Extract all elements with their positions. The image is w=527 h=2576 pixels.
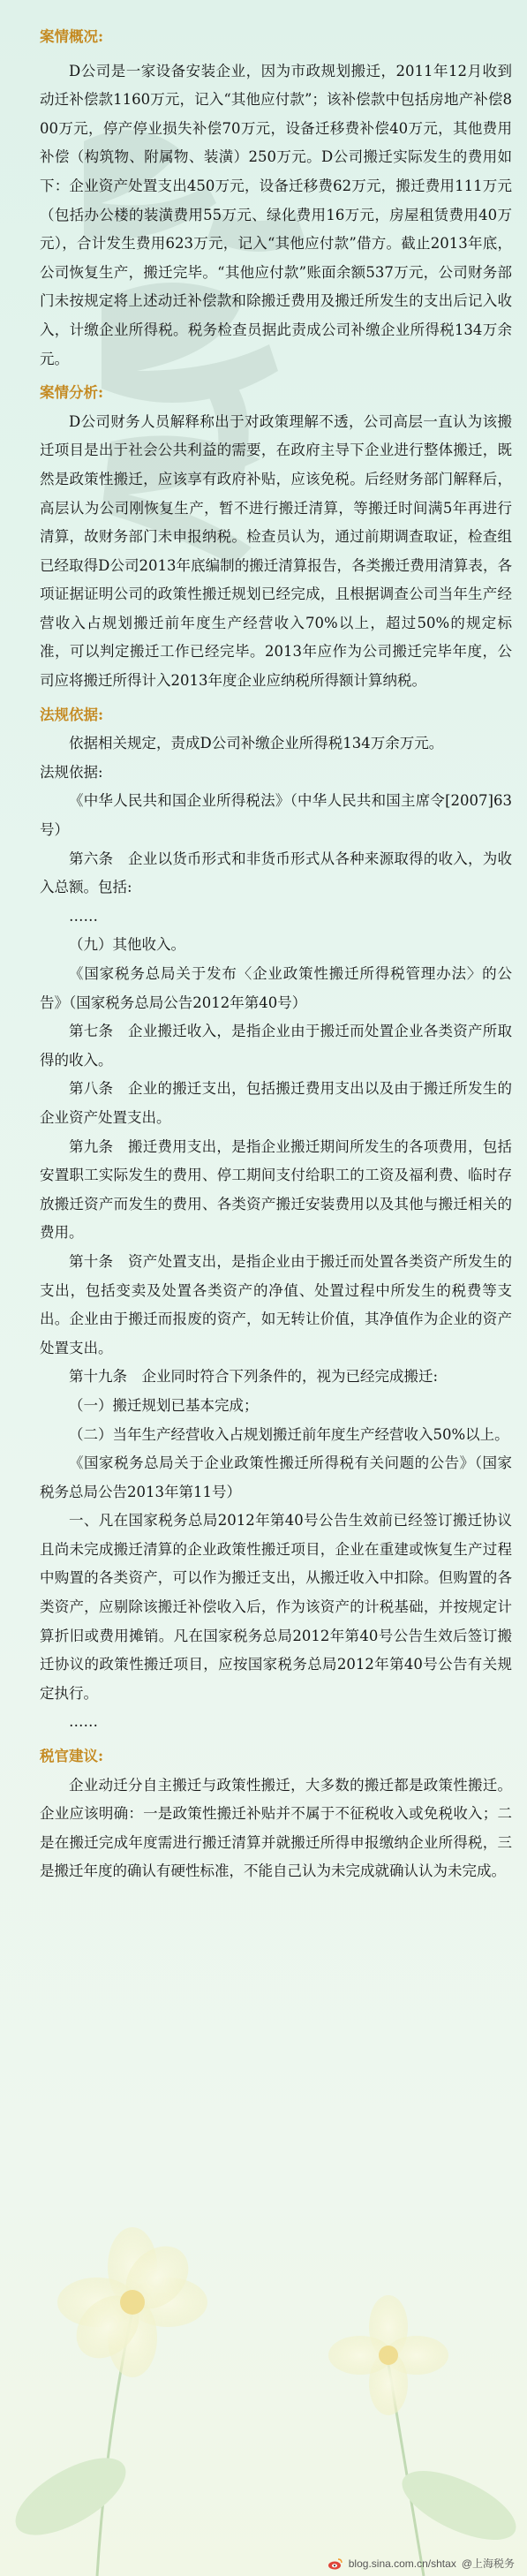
- article: [40, 23, 512, 1886]
- heading-case-analysis: 案情分析:: [40, 384, 104, 402]
- article-9: 第九条 搬迁费用支出，是指企业搬迁期间所发生的各项费用，包括安置职工实际发生的费用、停工期间支付给职工的工资及福利费、临时存放搬迁资产而发生的费用、各类资产搬迁安装费用以及其他与搬迁相关的费用。: [40, 1137, 512, 1242]
- legal-basis-label: 法规依据:: [40, 763, 103, 781]
- ellipsis: ……: [69, 1713, 98, 1731]
- law-title-announcement-2013-11: 《国家税务总局关于企业政策性搬迁所得税有关问题的公告》（国家税务总局公告2013年第11号）: [40, 1454, 512, 1500]
- article-6: 第六条 企业以货币形式和非货币形式从各种来源取得的收入，为收入总额。包括:: [40, 850, 512, 896]
- condition-1: （一）搬迁规划已基本完成；: [69, 1396, 259, 1414]
- footer-watermark: [327, 2556, 515, 2571]
- item-9: （九）其他收入。: [69, 936, 185, 954]
- heading-legal-basis: 法规依据:: [40, 706, 104, 723]
- law-title-enterprise-income-tax-law: 《中华人民共和国企业所得税法》（中华人民共和国主席令[2007]63号）: [40, 792, 512, 839]
- advice-paragraph: 企业动迁分自主搬迁与政策性搬迁，大多数的搬迁都是政策性搬迁。企业应该明确：一是政策性搬迁补贴并不属于不征税收入或免税收入；二是在搬迁完成年度需进行搬迁清算并就搬迁所得申报缴纳企业所得税，三是搬迁年度的确认有硬性标准，不能自己认为未完成就确认认为未完成。: [40, 1776, 512, 1880]
- article-19: 第十九条 企业同时符合下列条件的，视为已经完成搬迁:: [69, 1368, 439, 1386]
- decorative-flowers: [0, 2205, 527, 2576]
- article-7: 第七条 企业搬迁收入，是指企业由于搬迁而处置企业各类资产所取得的收入。: [40, 1023, 512, 1069]
- weibo-logo-icon: [327, 2557, 343, 2570]
- heading-tax-advice: 税官建议:: [40, 1748, 104, 1765]
- legal-intro: 依据相关规定，责成D公司补缴企业所得税134万余万元。: [69, 735, 444, 752]
- article-8: 第八条 企业的搬迁支出，包括搬迁费用支出以及由于搬迁所发生的企业资产处置支出。: [40, 1080, 512, 1126]
- footer-weibo-handle: @上海税务: [461, 2557, 515, 2570]
- footer-url[interactable]: blog.sina.com.cn/shtax: [348, 2557, 456, 2570]
- announcement-clause-1: 一、凡在国家税务总局2012年第40号公告生效前已经签订搬迁协议且尚未完成搬迁清算的企业政策性搬迁项目，企业在重建或恢复生产过程中购置的各类资产，可以作为搬迁支出，从搬迁收入中扣除。但购置的各类资产，应剔除该搬迁补偿收入后，作为该资产的计税基础，并按规定计算折旧或费用摊销。凡在国家税务总局2012年第40号公告生效后签订搬迁协议的政策性搬迁项目，应按国家税务总局2012年第40号公告有关规定执行。: [40, 1512, 512, 1702]
- law-title-announcement-2012-40: 《国家税务总局关于发布〈企业政策性搬迁所得税管理办法〉的公告》（国家税务总局公告2012年第40号）: [40, 965, 512, 1011]
- overview-paragraph: D公司是一家设备安装企业，因为市政规划搬迁，2011年12月收到动迁补偿款1160万元，记入“其他应付款”；该补偿款中包括房地产补偿800万元，停产停业损失补偿70万元，设备迁移费补偿40万元，其他费用补偿（构筑物、附属物、装潢）250万元。D公司搬迁实际发生的费用如下：企业资产处置支出450万元，设备迁移费62万元，搬迁费用111万元（包括办公楼的装潢费用55万元、绿化费用16万元，房屋租赁费用40万元），合计发生费用623万元，记入“其他应付款”借方。截止2013年底，公司恢复生产，搬迁完毕。“其他应付款”账面余额537万元，公司财务部门未按规定将上述动迁补偿款和除搬迁费用及搬迁所发生的支出后记入收入，计缴企业所得税。税务检查员据此责成公司补缴企业所得税134万余元。: [40, 62, 512, 367]
- heading-case-overview: 案情概况:: [40, 28, 104, 45]
- article-10: 第十条 资产处置支出，是指企业由于搬迁而处置各类资产所发生的支出，包括变卖及处置各类资产的净值、处置过程中所发生的税费等支出。企业由于搬迁而报废的资产，如无转让价值，其净值作为企业的资产处置支出。: [40, 1252, 512, 1356]
- analysis-paragraph: D公司财务人员解释称出于对政策理解不透，公司高层一直认为该搬迁项目是出于社会公共利益的需要，在政府主导下企业进行整体搬迁，既然是政策性搬迁，应该享有政府补贴，应该免税。后经财务部门解释后，高层认为公司刚恢复生产，暂不进行搬迁清算，等搬迁时间满5年再进行清算，故财务部门未申报纳税。检查员认为，通过前期调查取证，检查组已经取得D公司2013年底编制的搬迁清算报告，各类搬迁费用清算表，各项证据证明公司的政策性搬迁规划已经完成，且根据调查公司当年生产经营收入占规划搬迁前年度生产经营收入70%以上，超过50%的规定标准，可以判定搬迁工作已经完毕。2013年应作为公司搬迁完毕年度，公司应将搬迁所得计入2013年度企业应纳税所得额计算纳税。: [40, 412, 512, 690]
- ellipsis: ……: [69, 907, 98, 925]
- condition-2: （二）当年生产经营收入占规划搬迁前年度生产经营收入50%以上。: [69, 1425, 509, 1443]
